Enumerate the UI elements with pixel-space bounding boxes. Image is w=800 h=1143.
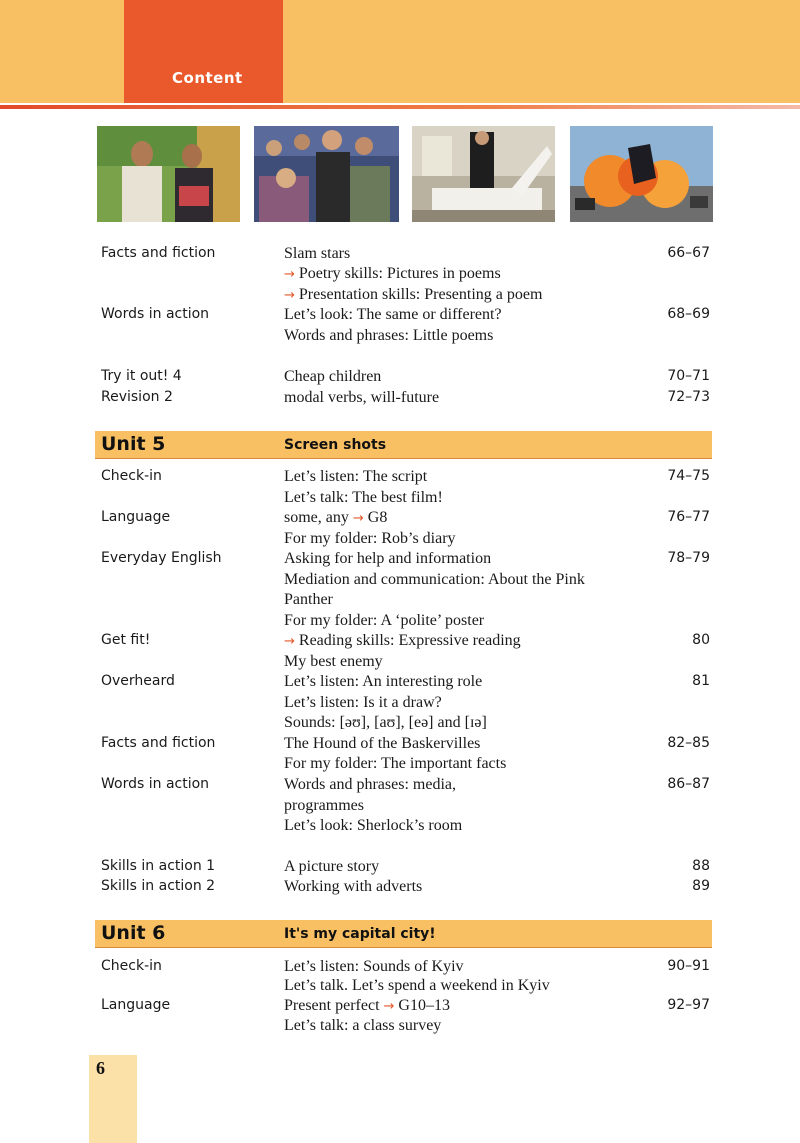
toc-row	[0, 325, 800, 346]
toc-row	[0, 284, 800, 305]
toc-topic-text: Let’s look: Sherlock’s room	[284, 817, 463, 834]
unit5-name: Unit 5	[101, 433, 166, 455]
toc-topic-text: some, any	[284, 509, 349, 526]
toc-pages: 74–75	[667, 468, 710, 484]
toc-row	[0, 569, 800, 590]
toc-pages: 68–69	[667, 306, 710, 322]
toc-row	[0, 528, 800, 549]
unit6-title: It's my capital city!	[284, 926, 436, 942]
toc-row	[0, 589, 800, 610]
toc-topic-text: programmes	[284, 797, 364, 814]
toc-row	[0, 671, 800, 692]
toc-topic-text: Let’s listen: Is it a draw?	[284, 694, 442, 711]
toc-topic-text: Mediation and communication: About the Pink	[284, 571, 585, 588]
toc-topic	[284, 995, 450, 1017]
toc-row	[0, 366, 800, 387]
toc-row	[0, 975, 800, 996]
toc-pages: 90–91	[667, 958, 710, 974]
header-divider	[0, 105, 800, 109]
toc-pages: 76–77	[667, 509, 710, 525]
toc-row	[0, 387, 800, 408]
toc-pages: 72–73	[667, 389, 710, 405]
toc-topic-text: Words and phrases: media,	[284, 776, 456, 793]
toc-pages: 86–87	[667, 776, 710, 792]
toc-topic-text: Let’s look: The same or different?	[284, 306, 502, 323]
toc-row	[0, 548, 800, 569]
toc-topic-text: Poetry skills: Pictures in poems	[298, 265, 501, 282]
toc-pages: 92–97	[667, 997, 710, 1013]
toc-topic	[284, 284, 542, 306]
section-tab	[124, 0, 283, 103]
toc-row	[0, 466, 800, 487]
toc-topic	[284, 528, 456, 549]
toc-topic	[284, 630, 521, 652]
toc-topic	[284, 712, 487, 733]
toc-topic	[284, 753, 506, 774]
toc-topic	[284, 466, 427, 487]
toc-section: Everyday English	[101, 550, 222, 566]
toc-topic-text: Panther	[284, 591, 333, 608]
toc-topic-text: A picture story	[284, 858, 380, 875]
grammar-ref: G10–13	[398, 997, 450, 1014]
toc-topic	[284, 263, 501, 285]
toc-topic-text: Let’s talk. Let’s spend a weekend in Kyiv	[284, 977, 550, 994]
toc-row	[0, 733, 800, 754]
toc-section: Facts and fiction	[101, 735, 216, 751]
toc-row	[0, 856, 800, 877]
photo-car-explosion-scene	[570, 126, 713, 222]
toc-row	[0, 263, 800, 284]
unit5-bar	[95, 431, 712, 458]
toc-pages: 88	[692, 858, 710, 874]
toc-row	[0, 507, 800, 528]
toc-topic	[284, 671, 482, 692]
photo-crowd-scene	[254, 126, 399, 222]
toc-topic-text: Let’s talk: a class survey	[284, 1017, 442, 1034]
toc-section: Check-in	[101, 468, 162, 484]
toc-topic	[284, 651, 383, 672]
toc-topic	[284, 325, 493, 346]
toc-topic-text: Working with adverts	[284, 878, 423, 895]
toc-topic	[284, 589, 333, 610]
toc-topic-text: The Hound of the Baskervilles	[284, 735, 481, 752]
toc-topic	[284, 243, 350, 264]
grammar-ref: G8	[367, 509, 388, 526]
arrow-icon: →	[383, 999, 395, 1014]
toc-topic-text: Words and phrases: Little poems	[284, 327, 494, 344]
toc-topic	[284, 366, 381, 387]
toc-topic-text: My best enemy	[284, 653, 383, 670]
toc-row	[0, 956, 800, 977]
toc-pages: 80	[692, 632, 710, 648]
arrow-icon: →	[284, 288, 295, 303]
toc-row	[0, 243, 800, 264]
toc-topic-text: Let’s listen: The script	[284, 468, 428, 485]
toc-pages: 70–71	[667, 368, 710, 384]
toc-section: Get fit!	[101, 632, 151, 648]
toc-topic	[284, 733, 480, 754]
toc-topic-text: Reading skills: Expressive reading	[298, 632, 521, 649]
toc-section: Overheard	[101, 673, 175, 689]
toc-topic-text: Sounds: [əʊ], [aʊ], [eə] and [ɪə]	[284, 714, 487, 731]
toc-topic-text: Let’s listen: An interesting role	[284, 673, 483, 690]
toc-section: Revision 2	[101, 389, 173, 405]
toc-topic	[284, 876, 422, 897]
toc-topic	[284, 956, 464, 977]
toc-topic-text: For my folder: A ‘polite’ poster	[284, 612, 485, 629]
toc-topic	[284, 304, 502, 325]
toc-topic-text: Present perfect	[284, 997, 380, 1014]
photo-hospital-scene	[412, 126, 555, 222]
toc-row	[0, 487, 800, 508]
toc-topic	[284, 815, 462, 836]
toc-topic	[284, 1015, 441, 1036]
toc-row	[0, 712, 800, 733]
toc-section: Skills in action 2	[101, 878, 216, 894]
toc-row	[0, 995, 800, 1016]
toc-section: Try it out! 4	[101, 368, 182, 384]
unit5-divider	[95, 458, 712, 459]
toc-pages: 82–85	[667, 735, 710, 751]
toc-topic	[284, 487, 443, 508]
toc-section: Words in action	[101, 776, 210, 792]
unit6-divider	[95, 947, 712, 948]
toc-section: Language	[101, 997, 171, 1013]
section-label: Content	[172, 69, 243, 87]
toc-section: Words in action	[101, 306, 210, 322]
toc-topic-text: For my folder: The important facts	[284, 755, 507, 772]
toc-row	[0, 610, 800, 631]
toc-topic-text: For my folder: Rob’s diary	[284, 530, 456, 547]
toc-row	[0, 651, 800, 672]
toc-pages: 78–79	[667, 550, 710, 566]
toc-pages: 81	[692, 673, 710, 689]
toc-topic	[284, 975, 550, 996]
toc-pages: 89	[692, 878, 710, 894]
toc-section: Facts and fiction	[101, 245, 216, 261]
toc-row	[0, 815, 800, 836]
unit5-title: Screen shots	[284, 437, 387, 453]
toc-row	[0, 304, 800, 325]
toc-topic	[284, 856, 379, 877]
toc-row	[0, 630, 800, 651]
unit6-name: Unit 6	[101, 922, 166, 944]
toc-topic	[284, 692, 442, 713]
toc-row	[0, 774, 800, 795]
toc-row	[0, 1015, 800, 1036]
toc-row	[0, 753, 800, 774]
toc-topic-text: Let’s listen: Sounds of Kyiv	[284, 958, 464, 975]
toc-section: Check-in	[101, 958, 162, 974]
toc-topic-text: Slam stars	[284, 245, 351, 262]
toc-topic-text: modal verbs, will-future	[284, 389, 440, 406]
toc-topic	[284, 548, 491, 569]
toc-section: Skills in action 1	[101, 858, 216, 874]
arrow-icon: →	[284, 267, 295, 282]
toc-section: Language	[101, 509, 171, 525]
arrow-icon: →	[284, 634, 295, 649]
toc-topic-text: Asking for help and information	[284, 550, 492, 567]
photo-bollywood-scene	[97, 126, 240, 222]
toc-topic-text: Presentation skills: Presenting a poem	[298, 286, 543, 303]
toc-topic-text: Let’s talk: The best film!	[284, 489, 443, 506]
toc-topic	[284, 774, 456, 795]
unit6-bar	[95, 920, 712, 947]
toc-row	[0, 795, 800, 816]
arrow-icon: →	[352, 511, 364, 526]
toc-topic	[284, 387, 439, 408]
toc-topic	[284, 610, 484, 631]
toc-row	[0, 692, 800, 713]
toc-row	[0, 876, 800, 897]
header-band	[0, 0, 800, 103]
toc-topic	[284, 507, 387, 529]
toc-pages: 66–67	[667, 245, 710, 261]
toc-topic	[284, 795, 364, 816]
page-number: 6	[96, 1058, 105, 1078]
toc-topic-text: Cheap children	[284, 368, 382, 385]
toc-topic	[284, 569, 585, 590]
